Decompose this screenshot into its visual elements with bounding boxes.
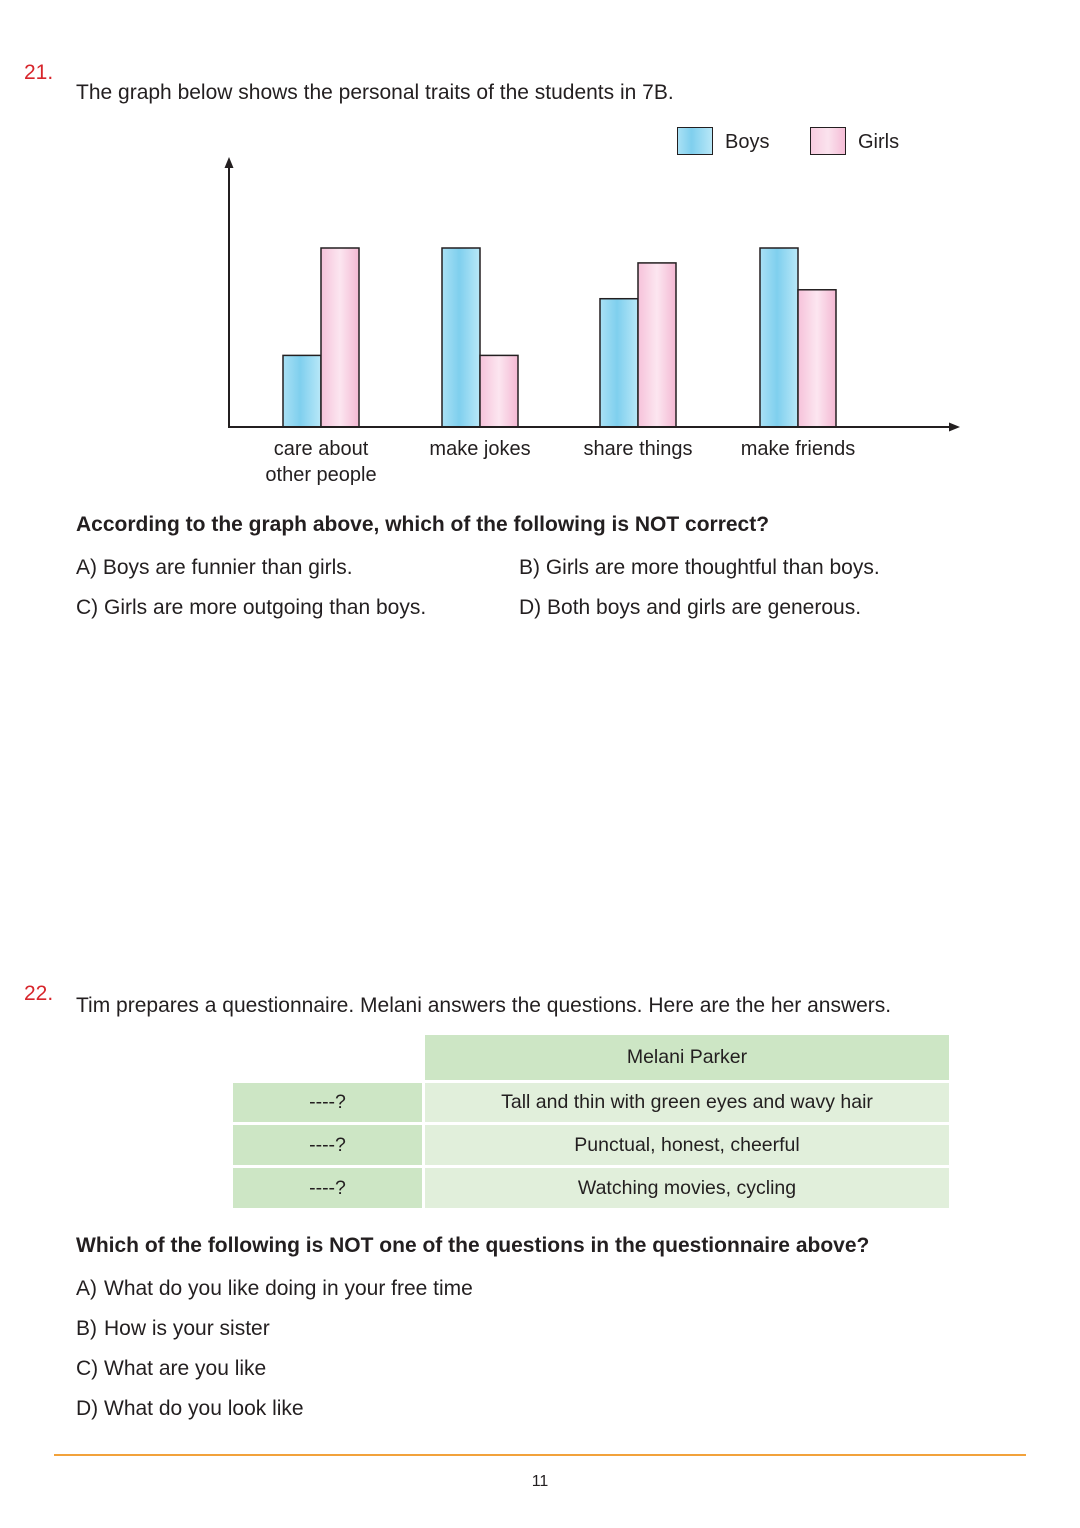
option-letter: B): [519, 556, 540, 579]
option-letter: C): [76, 1357, 99, 1380]
category-label-make-jokes: make jokes: [429, 438, 531, 460]
table-header: Melani Parker: [425, 1035, 949, 1080]
option-letter: A): [76, 1277, 97, 1300]
bar-chart: [0, 0, 1080, 500]
option-text: How is your sister: [104, 1317, 270, 1340]
bar-girls-make-jokes: [480, 355, 518, 427]
question-21-option-b[interactable]: [519, 555, 880, 580]
option-letter: A): [76, 556, 97, 579]
chart-svg: [0, 0, 1080, 440]
question-22-option-d[interactable]: [76, 1396, 304, 1421]
legend-label-girls: Girls: [858, 131, 900, 153]
option-text: Girls are more thoughtful than boys.: [545, 556, 880, 579]
y-axis-arrow: [225, 157, 234, 168]
question-22-option-c[interactable]: [76, 1356, 266, 1381]
category-label-care-about-other-people: care about other people: [265, 438, 377, 486]
bar-girls-share-things: [638, 263, 676, 427]
bar-boys-care-about-other-people: [283, 355, 321, 427]
question-21-prompt: According to the graph above, which of the following is NOT correct?: [76, 513, 770, 536]
option-text: Girls are more outgoing than boys.: [104, 596, 427, 619]
bar-girls-care-about-other-people: [321, 248, 359, 427]
footer-divider: [54, 1454, 1026, 1456]
question-21-option-a[interactable]: [76, 555, 353, 580]
question-22-prompt: Which of the following is NOT one of the questions in the questionnaire above?: [76, 1234, 870, 1257]
category-label-make-friends: make friends: [740, 438, 856, 460]
table-answer-cell: Punctual, honest, cheerful: [425, 1125, 949, 1165]
option-text: Both boys and girls are generous.: [547, 596, 862, 619]
bar-boys-make-jokes: [442, 248, 480, 427]
option-text: What do you look like: [104, 1397, 304, 1420]
bar-boys-share-things: [600, 299, 638, 427]
table-answer-cell: Tall and thin with green eyes and wavy hair: [425, 1083, 949, 1122]
question-21-intro: The graph below shows the personal traits of the students in 7B.: [76, 81, 674, 104]
option-text: What do you like doing in your free time: [104, 1277, 473, 1300]
question-21-option-c[interactable]: [76, 595, 426, 620]
category-label-share-things: share things: [583, 438, 693, 460]
bar-girls-make-friends: [798, 290, 836, 427]
table-question-cell: ----?: [233, 1168, 422, 1208]
question-22-option-b[interactable]: [76, 1316, 270, 1341]
question-22-number: 22.: [24, 982, 54, 1005]
table-question-cell: ----?: [233, 1125, 422, 1165]
legend-label-boys: Boys: [725, 131, 770, 153]
x-axis-arrow: [949, 423, 960, 432]
question-21-option-d[interactable]: [519, 595, 861, 620]
option-letter: B): [76, 1317, 97, 1340]
question-21-number: 21.: [24, 61, 54, 84]
option-letter: C): [76, 596, 99, 619]
table-question-cell: ----?: [233, 1083, 422, 1122]
bar-boys-make-friends: [760, 248, 798, 427]
table-answer-cell: Watching movies, cycling: [425, 1168, 949, 1208]
page-number: 11: [531, 1473, 549, 1490]
option-text: Boys are funnier than girls.: [102, 556, 353, 579]
option-letter: D): [76, 1397, 99, 1420]
option-text: What are you like: [104, 1357, 267, 1380]
question-22-intro: Tim prepares a questionnaire. Melani answers the questions. Here are the her answers.: [76, 994, 892, 1017]
question-22-option-a[interactable]: [76, 1276, 473, 1301]
option-letter: D): [519, 596, 542, 619]
